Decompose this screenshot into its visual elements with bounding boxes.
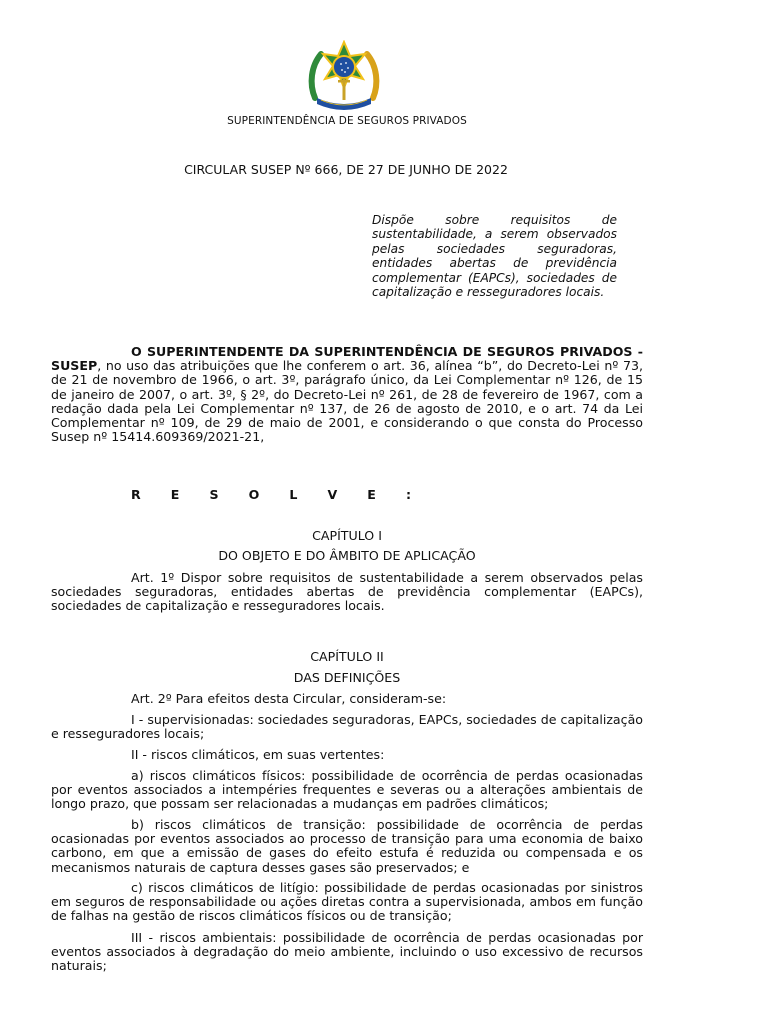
item-i: I - supervisionadas: sociedades seguradoras, EAPCs, sociedades de capitalização e resseguradores locais; bbox=[51, 712, 643, 742]
chapter-1-title: DO OBJETO E DO ÂMBITO DE APLICAÇÃO bbox=[218, 548, 476, 563]
chapter-1-label: CAPÍTULO I bbox=[312, 528, 382, 543]
resolve-letter: V bbox=[327, 487, 338, 502]
item-a: a) riscos climáticos físicos: possibilidade de ocorrência de perdas ocasionadas por eventos associados a intempéries frequentes e severas ou a alterações ambientais de longo prazo, que possam ser relacionadas a mudanças em padrões climáticos; bbox=[51, 768, 643, 812]
chapter-2-title: DAS DEFINIÇÕES bbox=[293, 670, 401, 685]
item-c: c) riscos climáticos de litígio: possibilidade de perdas ocasionadas por sinistros em seguros de responsabilidade ou ações diretas contra a supervisionada, ambos em função de falhas na gestão de riscos climáticos físicos ou de transição; bbox=[51, 880, 643, 924]
item-ii: II - riscos climáticos, em suas vertentes: bbox=[131, 747, 385, 762]
agency-name: SUPERINTENDÊNCIA DE SEGUROS PRIVADOS bbox=[227, 115, 467, 127]
resolve-letter: : bbox=[405, 487, 411, 502]
resolve-letter: S bbox=[209, 487, 219, 502]
resolve-letter: O bbox=[248, 487, 260, 502]
item-iii: III - riscos ambientais: possibilidade de ocorrência de perdas ocasionadas por eventos associados à degradação do meio ambiente, incluindo o uso excessivo de recursos naturais; bbox=[51, 930, 643, 974]
coat-of-arms-emblem-icon bbox=[305, 40, 383, 112]
resolve-letter: L bbox=[289, 487, 298, 502]
preamble-paragraph bbox=[51, 345, 643, 444]
item-b: b) riscos climáticos de transição: possibilidade de ocorrência de perdas ocasionadas por eventos associados ao processo de transição para uma economia de baixo carbono, em que a emissão de gases do efeito estufa é reduzida ou compensada e os mecanismos naturais de captura desses gases são preservados; e bbox=[51, 817, 643, 875]
preamble-lead: O SUPERINTENDENTE DA SUPERINTENDÊNCIA DE SEGUROS PRIVADOS - SUSEP bbox=[51, 344, 643, 374]
ementa: Dispõe sobre requisitos de sustentabilidade, a serem observados pelas sociedades seguradoras, entidades abertas de previdência complementar (EAPCs), sociedades de capitalização e resseguradores locais. bbox=[372, 213, 617, 300]
resolve-letter: E bbox=[367, 487, 376, 502]
resolve-letter: E bbox=[170, 487, 180, 502]
resolve-heading bbox=[131, 487, 411, 502]
article-1: Art. 1º Dispor sobre requisitos de sustentabilidade a serem observados pelas sociedades seguradoras, entidades abertas de previdência complementar (EAPCs), sociedades de capitalização e resseguradores locais. bbox=[51, 570, 643, 614]
article-2: Art. 2º Para efeitos desta Circular, consideram-se: bbox=[131, 691, 447, 706]
document-title: CIRCULAR SUSEP Nº 666, DE 27 DE JUNHO DE 2022 bbox=[184, 162, 508, 177]
chapter-2-label: CAPÍTULO II bbox=[310, 649, 384, 664]
preamble-text: , no uso das atribuições que lhe conferem o art. 36, alínea “b”, do Decreto-Lei nº 73, de 21 de novembro de 1966, o art. 3º, parágrafo único, da Lei Complementar nº 126, de 15 de janeiro de 2007, o art. 3º, § 2º, do Decreto-Lei nº 261, de 28 de fevereiro de 1967, com a redação dada pela Lei Complementar nº 137, de 26 de agosto de 2010, e o art. 74 da Lei Complementar nº 109, de 29 de maio de 2001, e considerando o que consta do Processo Susep nº 15414.609369/2021-21, bbox=[51, 358, 643, 445]
resolve-letter: R bbox=[131, 487, 141, 502]
